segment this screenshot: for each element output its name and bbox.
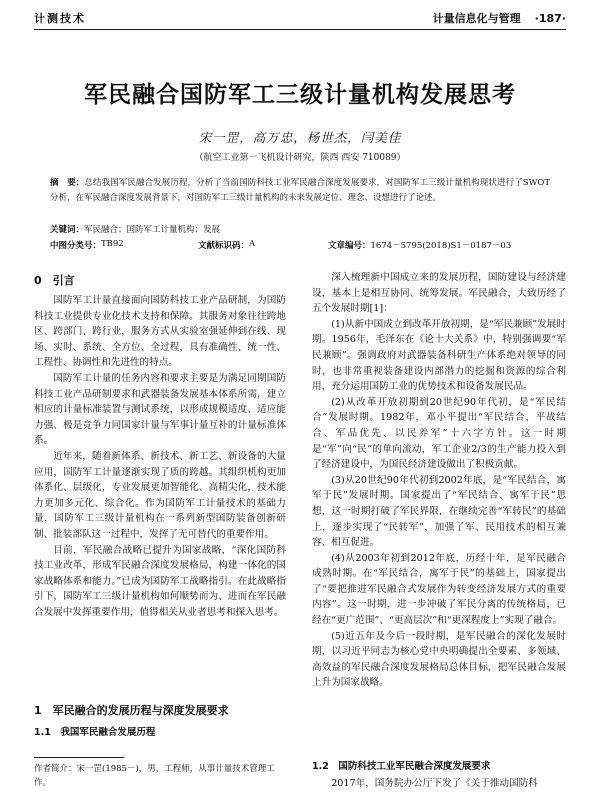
clc-number: 中图分类号： TB92 (50, 239, 124, 251)
header-rule (34, 29, 566, 30)
paragraph: 深入梳理新中国成立来的发展历程，国防建设与经济建设，基本上是相互协同、统筹发展。军民融合，大致历经了五个发展时期[1]： (312, 272, 566, 315)
paragraph: (4)从2003年初到2012年底，历经十年，是军民融合成熟时期。在“军民结合，寓军于民”的基础上，国家提出了“要把推进军民融合式发展作为转变经济发展方式的重要内容”。这一时期，进一步冲破了军民分离的传统格局，已经在“更广范围”、“更高层次”和“更深程度上”实现了融合。 (312, 552, 566, 627)
paragraph: (2)从改革开放初期到20世纪90年代初，是“军民结合”发展时期。1982年，邓小平提出“军民结合、平战结合、军品优先、以民养军”十六字方针。这一时期是“军”向“民”的单向流动，军工企业2/3的生产能力投入到了经济建设中，为国民经济建设做出了积极贡献。 (312, 396, 566, 471)
keywords (50, 223, 220, 235)
doc-code: 文献标识码： A (198, 239, 256, 251)
paragraph: 近年来，随着新体系、新技术、新工艺、新设备的大量应用，国防军工计量逐渐实现了质的跨越。其组织机构更加体系化、层级化，专业发展更加智能化、高精尖化，技术能力更加多元化、综合化。作为国防军工计量技术的基础力量，国防军工三级计量机构在一系列新型国防装备创新研制、批装部队这一过程中，发挥了无可替代的重要作用。 (34, 450, 286, 540)
paragraph: 国防军工计量的任务内容和要求主要是为满足同期国防科技工业产品研制要求和武器装备发展基本体系所需，建立相应的计量标准装置与测试系统，以形成规模适度、适应能力强、极是竞争力同国家计量与军事计量互补的计量标准体系。 (34, 372, 286, 447)
authors: 宋一罡，高万忠，杨世杰，闫美佳 (198, 130, 402, 145)
footnote-rule (34, 757, 124, 758)
right-column-tail (312, 776, 566, 792)
right-column (312, 270, 566, 691)
section1-2-heading: 1.2 国防科技工业军民融合深度发展要求 (312, 761, 491, 772)
keywords-label: 关键词： (50, 225, 85, 235)
article-title: 军民融合国防军工三级计量机构发展思考 (84, 82, 516, 108)
section1-heading: 1 军民融合的发展历程与深度发展要求 (34, 704, 229, 717)
intro-heading: 0 引言 (34, 274, 75, 287)
article-number: 文章编号： 1674－5795(2018)S1－0187－03 (328, 241, 512, 251)
column-title: 计量信息化与管理 (432, 12, 521, 25)
section1-1-heading: 1.1 我国军民融合发展历程 (34, 727, 156, 738)
paragraph: 2017年，国务院办公厅下发了《关于推动国防科 (331, 778, 538, 789)
header-right (419, 10, 566, 26)
left-column (34, 293, 286, 620)
author-footnote: 作者简介：宋一罡(1985－)，男，工程师，从事计量技术管理工作。 (34, 764, 275, 788)
keywords-text: 军民融合；国防军工计量机构；发展 (84, 225, 221, 235)
abstract (50, 176, 550, 205)
abstract-label: 摘 要： (50, 178, 85, 188)
abstract-text: 总结我国军民融合发展历程，分析了当前国防科技工业军民融合深度发展要求，对国防军工三级计量机构现状进行了SWOT分析，在军民融合深度发展背景下，对国防军工三级计量机构的未来发展定位、理念、设想进行了论述。 (50, 178, 550, 203)
affiliation: （航空工业第一飞机设计研究，陕西 西安 710089） (194, 153, 406, 163)
paragraph: (3)从20世纪90年代初到2002年底，是“军民结合，寓军于民”发展时期。国家提出了“军民结合、寓军于民”思想，这一时期打破了军民界限，在继续完善“军转民”的基础上，逐步实现了“民转军”，加强了军、民用技术的相互兼容、相互促进。 (312, 474, 566, 549)
paragraph: 目前，军民融合战略已提升为国家战略，“深化国防科技工业改革，形成军民融合深度发展格局，构建一体化的国家战略体系和能力。”已成为国防军工战略指引。在此战略指引下，国防军工三级计量机构如何顺势而为、进而在军民融合发展中发挥重要作用，值得相关从业者思考和探入思考。 (34, 544, 286, 618)
journal-name: 计测技术 (34, 12, 86, 25)
paragraph: 国防军工计量直接面向国防科技工业产品研制，为国防科技工业提供专业化技术支持和保障。其服务对象往往跨地区、跨部门、跨行业，服务方式从实验室强延伸到在线、现场、实时、系统、全方位、全过程，具有准确性、统一性、工程性、协调性和先进性的特点。 (34, 295, 286, 369)
paragraph: (5)近五年及今后一段时期，是军民融合的深化发展时期，以习近平同志为核心党中央明确提出全要素、多领域、高效益的军民融合深度发展格局总体目标，把军民融合发展上升为国家战略。 (312, 630, 566, 689)
paragraph: (1)从新中国成立到改革开放初期，是“军民兼顾”发展时期。1956年，毛泽东在《论十大关系》中，特别强调要“军民兼顾”。强调政府对武器装备科研生产体系绝对领导的同时，也非常重视装备建设内部潜力的挖掘和资源的综合利用，充分运用国防工业的优势技术和设备发展民品。 (312, 318, 566, 393)
page-number: ·187· (534, 12, 566, 25)
running-header (34, 8, 566, 28)
